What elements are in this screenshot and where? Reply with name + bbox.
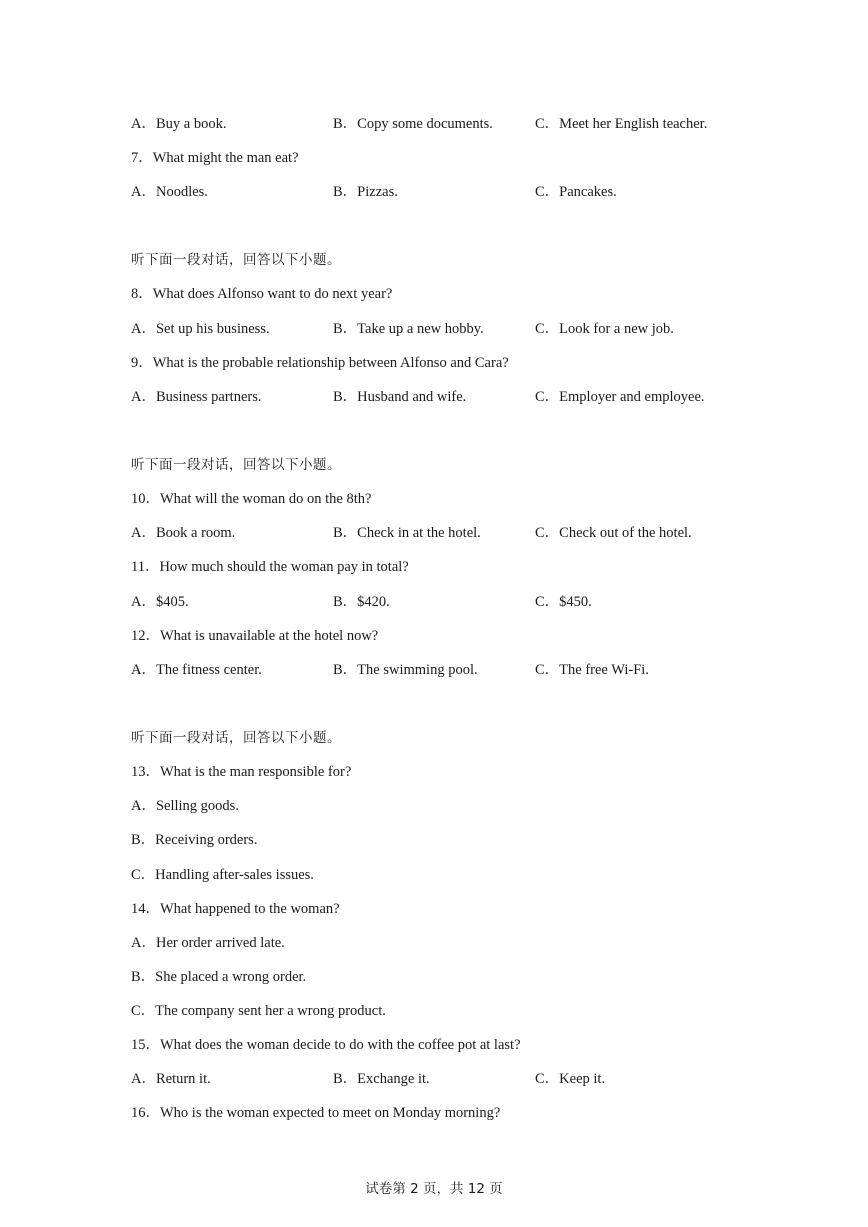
- q15-option-a: A．Return it.: [131, 1071, 211, 1087]
- q10-question: 10．What will the woman do on the 8th?: [131, 491, 372, 507]
- q15-option-c: C．Keep it.: [535, 1071, 606, 1087]
- q7-option-b: B．Pizzas.: [333, 184, 398, 200]
- q14-option-b: B．She placed a wrong order.: [131, 969, 307, 985]
- q9-option-b: B．Husband and wife.: [333, 389, 467, 405]
- q15-question: 15．What does the woman decide to do with the coffee pot at last?: [131, 1037, 521, 1053]
- q8-option-c: C．Look for a new job.: [535, 321, 674, 337]
- q12-question: 12．What is unavailable at the hotel now?: [131, 628, 379, 644]
- q10-option-a: A．Book a room.: [131, 525, 236, 541]
- q6-option-b: B．Copy some documents.: [333, 116, 493, 132]
- q8-option-a: A．Set up his business.: [131, 321, 270, 337]
- q13-question: 13．What is the man responsible for?: [131, 764, 352, 780]
- q12-option-c: C．The free Wi-Fi.: [535, 662, 649, 678]
- q7-option-c: C．Pancakes.: [535, 184, 617, 200]
- q7-option-a: A．Noodles.: [131, 184, 208, 200]
- q14-option-a: A．Her order arrived late.: [131, 935, 285, 951]
- q10-option-b: B．Check in at the hotel.: [333, 525, 481, 541]
- section-intro: 听下面一段对话，回答以下小题。: [131, 457, 341, 473]
- section-intro: 听下面一段对话，回答以下小题。: [131, 252, 341, 268]
- q14-question: 14．What happened to the woman?: [131, 901, 340, 917]
- q8-question: 8．What does Alfonso want to do next year?: [131, 286, 393, 302]
- q10-option-c: C．Check out of the hotel.: [535, 525, 692, 541]
- q11-question: 11．How much should the woman pay in total?: [131, 559, 409, 575]
- q13-option-c: C．Handling after-sales issues.: [131, 867, 314, 883]
- q6-option-a: A．Buy a book.: [131, 116, 227, 132]
- q15-option-b: B．Exchange it.: [333, 1071, 430, 1087]
- q12-option-b: B．The swimming pool.: [333, 662, 478, 678]
- q11-option-a: A．$405.: [131, 594, 189, 610]
- q11-option-c: C．$450.: [535, 594, 592, 610]
- q13-option-b: B．Receiving orders.: [131, 832, 258, 848]
- q6-option-c: C．Meet her English teacher.: [535, 116, 708, 132]
- section-intro: 听下面一段对话，回答以下小题。: [131, 730, 341, 746]
- q9-option-c: C．Employer and employee.: [535, 389, 705, 405]
- q11-option-b: B．$420.: [333, 594, 390, 610]
- q8-option-b: B．Take up a new hobby.: [333, 321, 484, 337]
- q14-option-c: C．The company sent her a wrong product.: [131, 1003, 386, 1019]
- q13-option-a: A．Selling goods.: [131, 798, 239, 814]
- q9-question: 9．What is the probable relationship between Alfonso and Cara?: [131, 355, 509, 371]
- page-footer: 试卷第 2 页，共 12 页: [365, 1181, 503, 1197]
- q9-option-a: A．Business partners.: [131, 389, 262, 405]
- q7-question: 7．What might the man eat?: [131, 150, 299, 166]
- q16-question: 16．Who is the woman expected to meet on Monday morning?: [131, 1105, 501, 1121]
- q12-option-a: A．The fitness center.: [131, 662, 262, 678]
